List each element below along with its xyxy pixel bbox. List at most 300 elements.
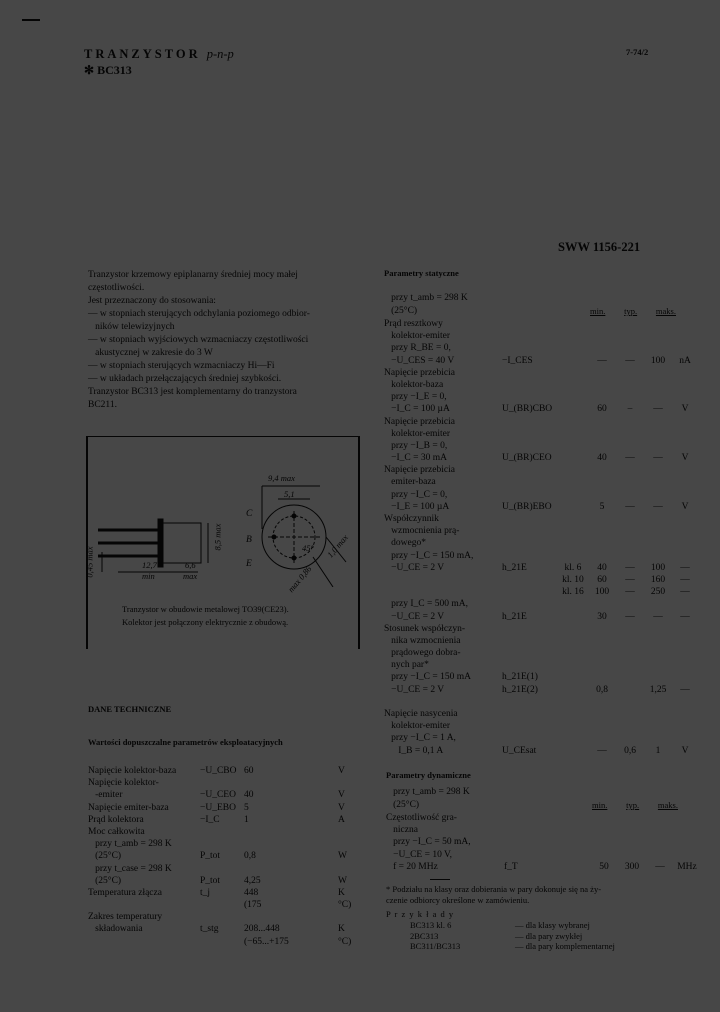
unit: V <box>338 766 345 776</box>
limits-row <box>88 777 358 789</box>
table-row <box>384 416 698 428</box>
param-label: składowania <box>88 924 143 935</box>
min-value: — <box>597 745 607 756</box>
class <box>560 812 590 824</box>
column-header: maks. <box>657 800 678 810</box>
dim-label: 5,1 <box>284 489 295 499</box>
min-value <box>588 379 616 391</box>
typ-value <box>616 476 644 488</box>
class <box>558 355 588 367</box>
unit <box>672 318 698 330</box>
param-label: przy −I_C = 50 mA, <box>386 837 471 848</box>
param-label: −U_CE = 2 V <box>384 611 445 622</box>
symbol <box>502 635 558 647</box>
min-value <box>588 525 616 537</box>
star-icon: ✻ <box>84 63 95 77</box>
dynamic-heading: Parametry dynamiczne <box>386 770 471 780</box>
min-value <box>588 391 616 403</box>
min-value <box>588 416 616 428</box>
intro-line: — w stopniach sterujących wzmacniaczy Hi—Fi <box>88 361 275 371</box>
min-value <box>588 659 616 671</box>
param-label: Zakres temperatury <box>88 912 163 923</box>
param-label: przy −I_C = 1 A, <box>384 733 456 744</box>
typ-value <box>616 318 644 330</box>
limits-row <box>88 923 358 935</box>
class <box>560 849 590 861</box>
param-label <box>384 586 502 598</box>
unit <box>672 732 698 744</box>
unit <box>674 836 700 848</box>
caption-line: Tranzystor w obudowie metalowej TO39(CE23). <box>122 604 289 614</box>
example-desc: — dla klasy wybranej <box>515 920 590 930</box>
symbol: −U_CEO <box>200 790 236 801</box>
unit <box>338 777 358 789</box>
param-label: kolektor-baza <box>384 379 444 390</box>
symbol: P_tot <box>200 851 221 862</box>
value: (−65...+175 <box>244 936 289 947</box>
symbol <box>502 318 558 330</box>
class <box>558 684 588 696</box>
unit <box>672 659 698 671</box>
unit: V <box>681 745 689 756</box>
max-value: — <box>653 501 663 512</box>
symbol: U_(BR)CEO <box>502 453 552 464</box>
min-value <box>588 671 616 683</box>
symbol <box>502 342 558 354</box>
symbol <box>502 623 558 635</box>
static-heading: Parametry statyczne <box>384 268 459 278</box>
min-value <box>590 836 618 848</box>
param-label: −I_C = 100 µA <box>384 404 450 415</box>
class <box>558 501 588 513</box>
class <box>558 659 588 671</box>
typ-value: – <box>627 404 633 415</box>
unit <box>672 428 698 440</box>
typ-value: — <box>625 453 635 464</box>
pin-label-e: E <box>246 559 252 569</box>
table-row <box>384 696 698 708</box>
max-value: — <box>653 404 663 415</box>
dim-label: 9,4 max <box>268 473 295 483</box>
class <box>558 403 588 415</box>
symbol <box>200 899 244 911</box>
value <box>244 777 338 789</box>
typ-value: 300 <box>624 861 640 872</box>
typ-value <box>616 428 644 440</box>
value: 0,8 <box>244 851 256 862</box>
table-row <box>384 745 698 757</box>
min-value: 50 <box>599 861 609 872</box>
min-value <box>588 489 616 501</box>
unit <box>672 647 698 659</box>
example-row <box>410 931 615 942</box>
typ-value <box>616 647 644 659</box>
unit: — <box>680 611 690 622</box>
max-value <box>644 476 672 488</box>
table-row <box>386 849 700 861</box>
intro-text <box>88 269 310 412</box>
max-value: 100 <box>650 355 666 366</box>
polarity: p-n-p <box>206 47 234 61</box>
typ-value <box>616 659 644 671</box>
min-value: 40 <box>597 562 607 573</box>
param-label: −U_CE = 2 V <box>384 684 445 695</box>
limits-heading: Wartości dopuszczalne parametrów eksploatacyjnych <box>88 737 283 747</box>
symbol <box>502 732 558 744</box>
table-row <box>384 684 698 696</box>
min-value: 60 <box>597 404 607 415</box>
class <box>558 623 588 635</box>
table-row <box>384 379 698 391</box>
dim-label: 45° <box>302 543 314 553</box>
table-row <box>384 708 698 720</box>
max-value: 1,25 <box>649 684 667 695</box>
example-desc: — dla pary zwykłej <box>515 930 583 941</box>
dim-label: max <box>183 571 198 581</box>
limits-row <box>88 899 358 911</box>
param-label: f = 20 MHz <box>386 861 438 872</box>
typ-value <box>616 598 644 610</box>
table-row <box>384 367 698 379</box>
min-value <box>588 440 616 452</box>
unit <box>672 708 698 720</box>
table-row <box>384 391 698 403</box>
table-row <box>384 598 698 610</box>
class <box>558 476 588 488</box>
dynamic-column-headers <box>592 800 678 810</box>
param-label: nika wzmocnienia <box>384 635 461 646</box>
max-value <box>644 720 672 732</box>
symbol <box>502 550 558 562</box>
min-value: — <box>597 355 607 366</box>
table-row <box>384 403 698 415</box>
table-row <box>384 586 698 598</box>
unit: K <box>338 887 345 898</box>
example-code: BC313 kl. 6 <box>410 920 452 930</box>
typ-value <box>616 489 644 501</box>
param-label: Moc całkowita <box>88 826 145 837</box>
typ-value: — <box>625 501 635 512</box>
unit <box>672 464 698 476</box>
value: (175 <box>244 900 262 911</box>
intro-line: — w układach przełączających średniej szybkości. <box>88 374 282 384</box>
typ-value <box>616 416 644 428</box>
typ-value <box>616 379 644 391</box>
max-value <box>644 428 672 440</box>
symbol: t_j <box>200 887 211 898</box>
table-row <box>384 537 698 549</box>
param-label: emiter-baza <box>384 477 436 488</box>
typ-value: — <box>625 574 635 585</box>
unit: W <box>338 875 347 886</box>
typ-value <box>616 550 644 562</box>
intro-line: Jest przeznaczony do stosowania: <box>88 296 216 306</box>
min-value <box>590 849 618 861</box>
typ-value: — <box>625 562 635 573</box>
param-label: przy −I_C = 150 mA <box>384 672 471 683</box>
unit <box>672 720 698 732</box>
unit: — <box>680 574 690 585</box>
class <box>558 720 588 732</box>
unit <box>672 440 698 452</box>
typ-value <box>616 525 644 537</box>
tech-heading: DANE TECHNICZNE <box>88 704 172 714</box>
table-row <box>384 501 698 513</box>
limits-row <box>88 838 358 850</box>
table-row <box>384 671 698 683</box>
column-header: typ. <box>626 800 640 810</box>
param-label: przy −I_C = 150 mA, <box>384 550 474 561</box>
unit <box>338 863 358 875</box>
min-value <box>588 550 616 562</box>
param-label: Prąd resztkowy <box>384 319 443 329</box>
unit: — <box>680 562 690 573</box>
condition-line: (25°C) <box>384 305 418 316</box>
unit <box>674 849 700 861</box>
condition-line: przy t_amb = 298 K <box>384 293 468 303</box>
unit <box>672 550 698 562</box>
max-value: 100 <box>650 562 666 573</box>
table-row <box>386 861 700 873</box>
table-row <box>384 452 698 464</box>
param-label: Napięcie emiter-baza <box>88 802 169 813</box>
typ-value <box>616 537 644 549</box>
typ-value <box>616 391 644 403</box>
unit <box>672 635 698 647</box>
param-label: Napięcie kolektor-baza <box>88 766 177 776</box>
symbol <box>502 586 558 598</box>
symbol <box>502 330 558 342</box>
min-value <box>588 635 616 647</box>
param-label: Napięcie przebicia <box>384 416 455 427</box>
typ-value: — <box>625 611 635 622</box>
symbol <box>200 911 244 923</box>
value: 5 <box>244 802 249 813</box>
min-value <box>588 623 616 635</box>
max-value <box>644 732 672 744</box>
class <box>558 440 588 452</box>
symbol <box>504 812 560 824</box>
examples-heading: P r z y k ł a d y <box>386 909 455 919</box>
dynamic-parameters-table <box>386 812 700 873</box>
unit: MHz <box>677 861 697 872</box>
max-value <box>644 623 672 635</box>
static-parameters-table <box>384 318 698 757</box>
max-value <box>644 708 672 720</box>
typ-value <box>618 836 646 848</box>
value <box>244 838 338 850</box>
value: 40 <box>244 790 254 801</box>
unit: K <box>338 924 345 935</box>
typ-value <box>616 367 644 379</box>
table-row <box>384 489 698 501</box>
dim-label: 1,0 max <box>324 532 350 560</box>
corner-mark <box>22 19 40 21</box>
page-title <box>84 47 234 62</box>
footnote-divider <box>430 879 450 880</box>
min-value <box>588 318 616 330</box>
param-label: Współczynnik <box>384 514 439 524</box>
class <box>560 836 590 848</box>
table-row <box>384 732 698 744</box>
typ-value <box>616 671 644 683</box>
symbol <box>502 464 558 476</box>
max-value <box>646 836 674 848</box>
package-drawing <box>88 437 358 587</box>
class <box>558 330 588 342</box>
param-label: przy t_amb = 298 K <box>88 839 172 850</box>
max-value <box>644 379 672 391</box>
symbol <box>502 379 558 391</box>
typ-value: — <box>625 587 635 598</box>
unit <box>672 330 698 342</box>
class <box>558 696 588 708</box>
typ-value <box>616 623 644 635</box>
table-row <box>384 635 698 647</box>
example-code: BC311/BC313 <box>410 941 461 951</box>
unit: — <box>680 587 690 598</box>
max-value <box>644 671 672 683</box>
symbol <box>200 826 244 838</box>
max-value <box>646 849 674 861</box>
param-label: wzmocnienia prą- <box>384 526 460 537</box>
dim-label: 12,7 <box>142 560 157 570</box>
value <box>244 911 338 923</box>
table-row <box>384 611 698 623</box>
class <box>558 379 588 391</box>
class: kl. 16 <box>562 587 584 598</box>
param-label: Napięcie nasycenia <box>384 709 458 719</box>
caption-line: Kolektor jest połączony elektrycznie z obudową. <box>122 617 289 627</box>
unit <box>674 812 700 824</box>
limits-row <box>88 802 358 814</box>
value: 4,25 <box>244 875 261 886</box>
symbol <box>504 849 560 861</box>
min-value <box>588 732 616 744</box>
intro-line: — w stopniach wyjściowych wzmacniaczy częstotliwości <box>88 335 309 345</box>
example-desc: — dla pary komplementarnej <box>515 941 615 951</box>
table-row <box>384 513 698 525</box>
dim-label: 6,6 <box>185 560 196 570</box>
symbol <box>502 489 558 501</box>
min-value: 60 <box>597 574 607 585</box>
table-row <box>384 574 698 586</box>
param-label: Temperatura złącza <box>88 887 162 898</box>
table-row <box>384 476 698 488</box>
max-value: 1 <box>655 745 661 756</box>
unit <box>338 838 358 850</box>
min-value <box>588 513 616 525</box>
min-value <box>588 720 616 732</box>
limits-row <box>88 863 358 875</box>
symbol <box>502 416 558 428</box>
class <box>558 342 588 354</box>
typ-value <box>616 635 644 647</box>
symbol <box>502 659 558 671</box>
dim-label: 8,5 max <box>212 523 223 551</box>
max-value <box>644 635 672 647</box>
symbol <box>200 838 244 850</box>
param-label: I_B = 0,1 A <box>384 745 444 756</box>
param-label: kolektor-emiter <box>384 721 451 732</box>
max-value <box>644 647 672 659</box>
footnote-line: czenie odbiorcy określone w zamówieniu. <box>386 895 530 905</box>
class <box>558 416 588 428</box>
unit <box>672 476 698 488</box>
typ-value <box>616 732 644 744</box>
unit: °C) <box>338 900 352 911</box>
max-value <box>644 513 672 525</box>
class <box>558 391 588 403</box>
param-label: −I_C = 30 mA <box>384 453 447 464</box>
symbol: h_21E <box>502 611 527 622</box>
class <box>558 367 588 379</box>
max-value <box>644 367 672 379</box>
table-row <box>384 342 698 354</box>
unit <box>338 826 358 838</box>
limits-row <box>88 850 358 862</box>
param-label: przy R_BE = 0, <box>384 343 451 354</box>
limits-row <box>88 936 358 948</box>
package-diagram-box <box>86 436 360 649</box>
value: 60 <box>244 766 254 776</box>
symbol <box>504 836 560 848</box>
limits-table <box>88 765 358 948</box>
min-value <box>588 330 616 342</box>
class: kl. 6 <box>564 562 582 573</box>
typ-value <box>616 696 644 708</box>
intro-line: BC211. <box>88 400 117 410</box>
class <box>558 708 588 720</box>
symbol <box>200 936 244 948</box>
static-conditions <box>384 292 468 317</box>
symbol <box>200 777 244 789</box>
value <box>244 863 338 875</box>
footnote-line: * Podziału na klasy oraz dobierania w pary dokonuje się na ży- <box>386 884 602 894</box>
unit <box>672 379 698 391</box>
symbol: −U_CBO <box>200 766 237 776</box>
class <box>558 513 588 525</box>
dim-label: min <box>142 571 155 581</box>
symbol: U_CEsat <box>502 745 537 756</box>
example-row <box>410 941 615 952</box>
column-header: typ. <box>624 306 638 316</box>
max-value <box>646 824 674 836</box>
limits-row <box>88 911 358 923</box>
model-line <box>84 63 132 78</box>
min-value <box>588 647 616 659</box>
class <box>558 550 588 562</box>
param-label: Napięcie przebicia <box>384 367 455 378</box>
symbol: −U_EBO <box>200 802 236 813</box>
param-label: nych par* <box>384 660 429 671</box>
class <box>558 452 588 464</box>
table-row <box>384 623 698 635</box>
param-label: przy −I_C = 0, <box>384 489 448 500</box>
class <box>558 635 588 647</box>
standard-code: SWW 1156-221 <box>558 240 641 254</box>
unit <box>672 513 698 525</box>
symbol <box>502 367 558 379</box>
typ-value <box>616 464 644 476</box>
min-value <box>590 812 618 824</box>
min-value: 40 <box>597 453 607 464</box>
symbol: h_21E(1) <box>502 672 538 683</box>
typ-value: — <box>625 355 635 366</box>
condition-line: (25°C) <box>386 799 420 810</box>
typ-value <box>616 513 644 525</box>
param-label: dowego* <box>384 538 426 549</box>
